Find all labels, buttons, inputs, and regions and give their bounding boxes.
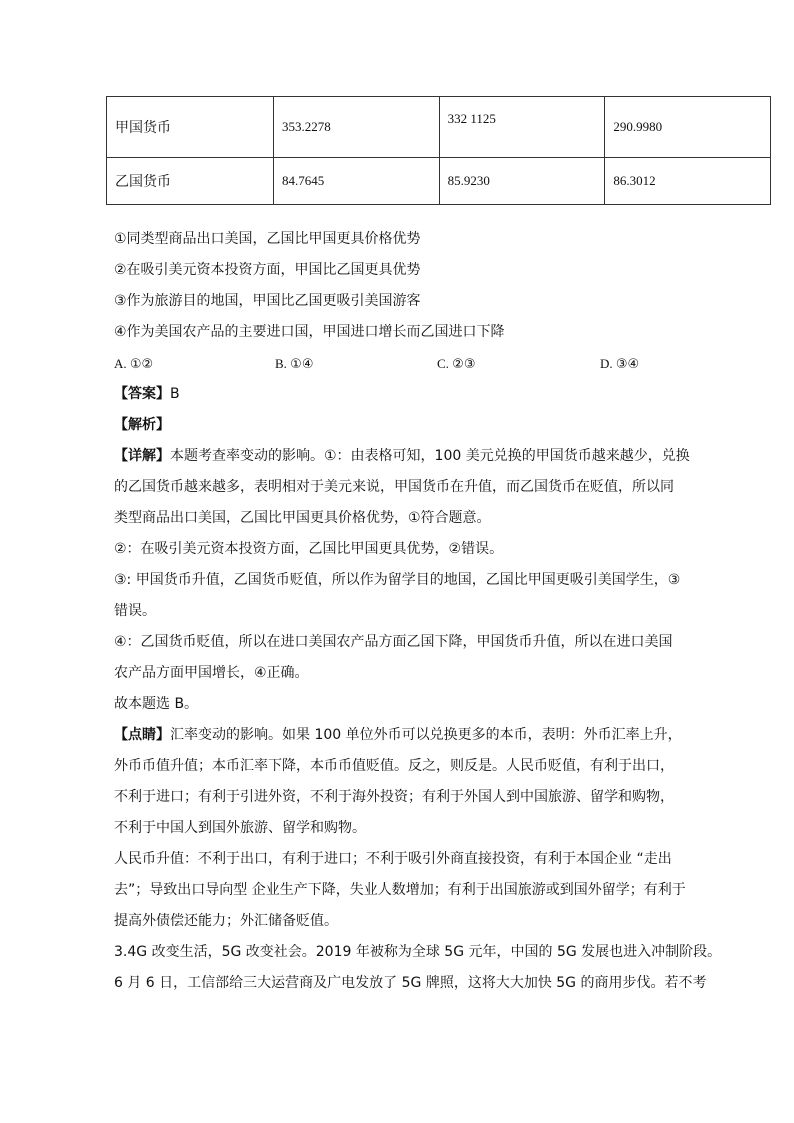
table-cell: 86.3012 (605, 158, 771, 205)
answer-line (114, 379, 686, 410)
answer-options (114, 348, 686, 379)
option-b: B. ①④ (275, 356, 314, 371)
tip-line: 提高外债偿还能力；外汇储备贬值。 (114, 913, 338, 929)
tip-tag: 【点睛】 (114, 727, 170, 743)
detail-line: ④：乙国货币贬值，所以在进口美国农产品方面乙国下降，甲国货币升值，所以在进口美国 (114, 634, 673, 650)
tip-line (114, 720, 686, 751)
next-question-line: 3.4G 改变生活，5G 改变社会。2019 年被称为全球 5G 元年，中国的 5G 发展也进入冲制阶段。 (114, 944, 722, 960)
statement-1: ①同类型商品出口美国，乙国比甲国更具价格优势 (114, 231, 421, 247)
option-d: D. ③④ (600, 356, 640, 371)
tip-line: 人民币升值：不利于出口，有利于进口；不利于吸引外商直接投资，有利于本国企业 “走出 (114, 851, 672, 867)
tip-line: 外币币值升值；本币汇率下降，本币币值贬值。反之，则反是。人民币贬值，有利于出口， (114, 758, 674, 774)
detail-line: 错误。 (114, 603, 156, 619)
statement-4: ④作为美国农产品的主要进口国，甲国进口增长而乙国进口下降 (114, 324, 505, 340)
table-row-label: 甲国货币 (107, 97, 274, 158)
table-row-label: 乙国货币 (107, 158, 274, 205)
table-cell: 85.9230 (439, 158, 605, 205)
table-cell: 332 1125 (439, 97, 605, 158)
table-cell: 290.9980 (605, 97, 771, 158)
statement-2: ②在吸引美元资本投资方面，甲国比乙国更具优势 (114, 262, 421, 278)
detail-line: ③: 甲国货币升值，乙国货币贬值，所以作为留学目的地国，乙国比甲国更吸引美国学生，③ (114, 572, 681, 588)
detail-text: 本题考查率变动的影响。①：由表格可知，100 美元兑换的甲国货币越来越少，兑换 (170, 448, 690, 464)
detail-line: 农产品方面甲国增长，④正确。 (114, 665, 309, 681)
table-cell: 353.2278 (274, 97, 440, 158)
option-a: A. ①② (114, 356, 154, 371)
tip-line: 不利于中国人到国外旅游、留学和购物。 (114, 820, 366, 836)
tip-line: 去”；导致出口导向型 企业生产下降，失业人数增加；有利于出国旅游或到国外留学；有利于 (114, 882, 686, 898)
detail-line (114, 441, 690, 472)
detail-line: 的乙国货币越来越多，表明相对于美元来说，甲国货币在升值，而乙国货币在贬值，所以同 (114, 479, 674, 495)
analysis-tag: 【解析】 (114, 417, 170, 433)
detail-line: ②：在吸引美元资本投资方面，乙国比甲国更具优势，②错误。 (114, 541, 504, 557)
answer-value: B (170, 386, 180, 402)
option-c: C. ②③ (437, 356, 476, 371)
exchange-rate-table (106, 96, 771, 205)
table-row (107, 158, 771, 205)
table-cell: 84.7645 (274, 158, 440, 205)
detail-line: 类型商品出口美国，乙国比甲国更具价格优势，①符合题意。 (114, 510, 491, 526)
answer-tag: 【答案】 (114, 386, 170, 402)
next-question-line: 6 月 6 日，工信部给三大运营商及广电发放了 5G 牌照，这将大大加快 5G 的商用步伐。若不考 (114, 975, 707, 991)
statement-3: ③作为旅游目的地国，甲国比乙国更吸引美国游客 (114, 293, 421, 309)
question-body (114, 224, 722, 999)
tip-line: 不利于进口；有利于引进外资，不利于海外投资；有利于外国人到中国旅游、留学和购物， (114, 789, 674, 805)
detail-line: 故本题选 B。 (114, 696, 199, 712)
table-row (107, 97, 771, 158)
tip-text: 汇率变动的影响。如果 100 单位外币可以兑换更多的本币，表明：外币汇率上升， (170, 727, 682, 743)
detail-tag: 【详解】 (114, 448, 170, 464)
